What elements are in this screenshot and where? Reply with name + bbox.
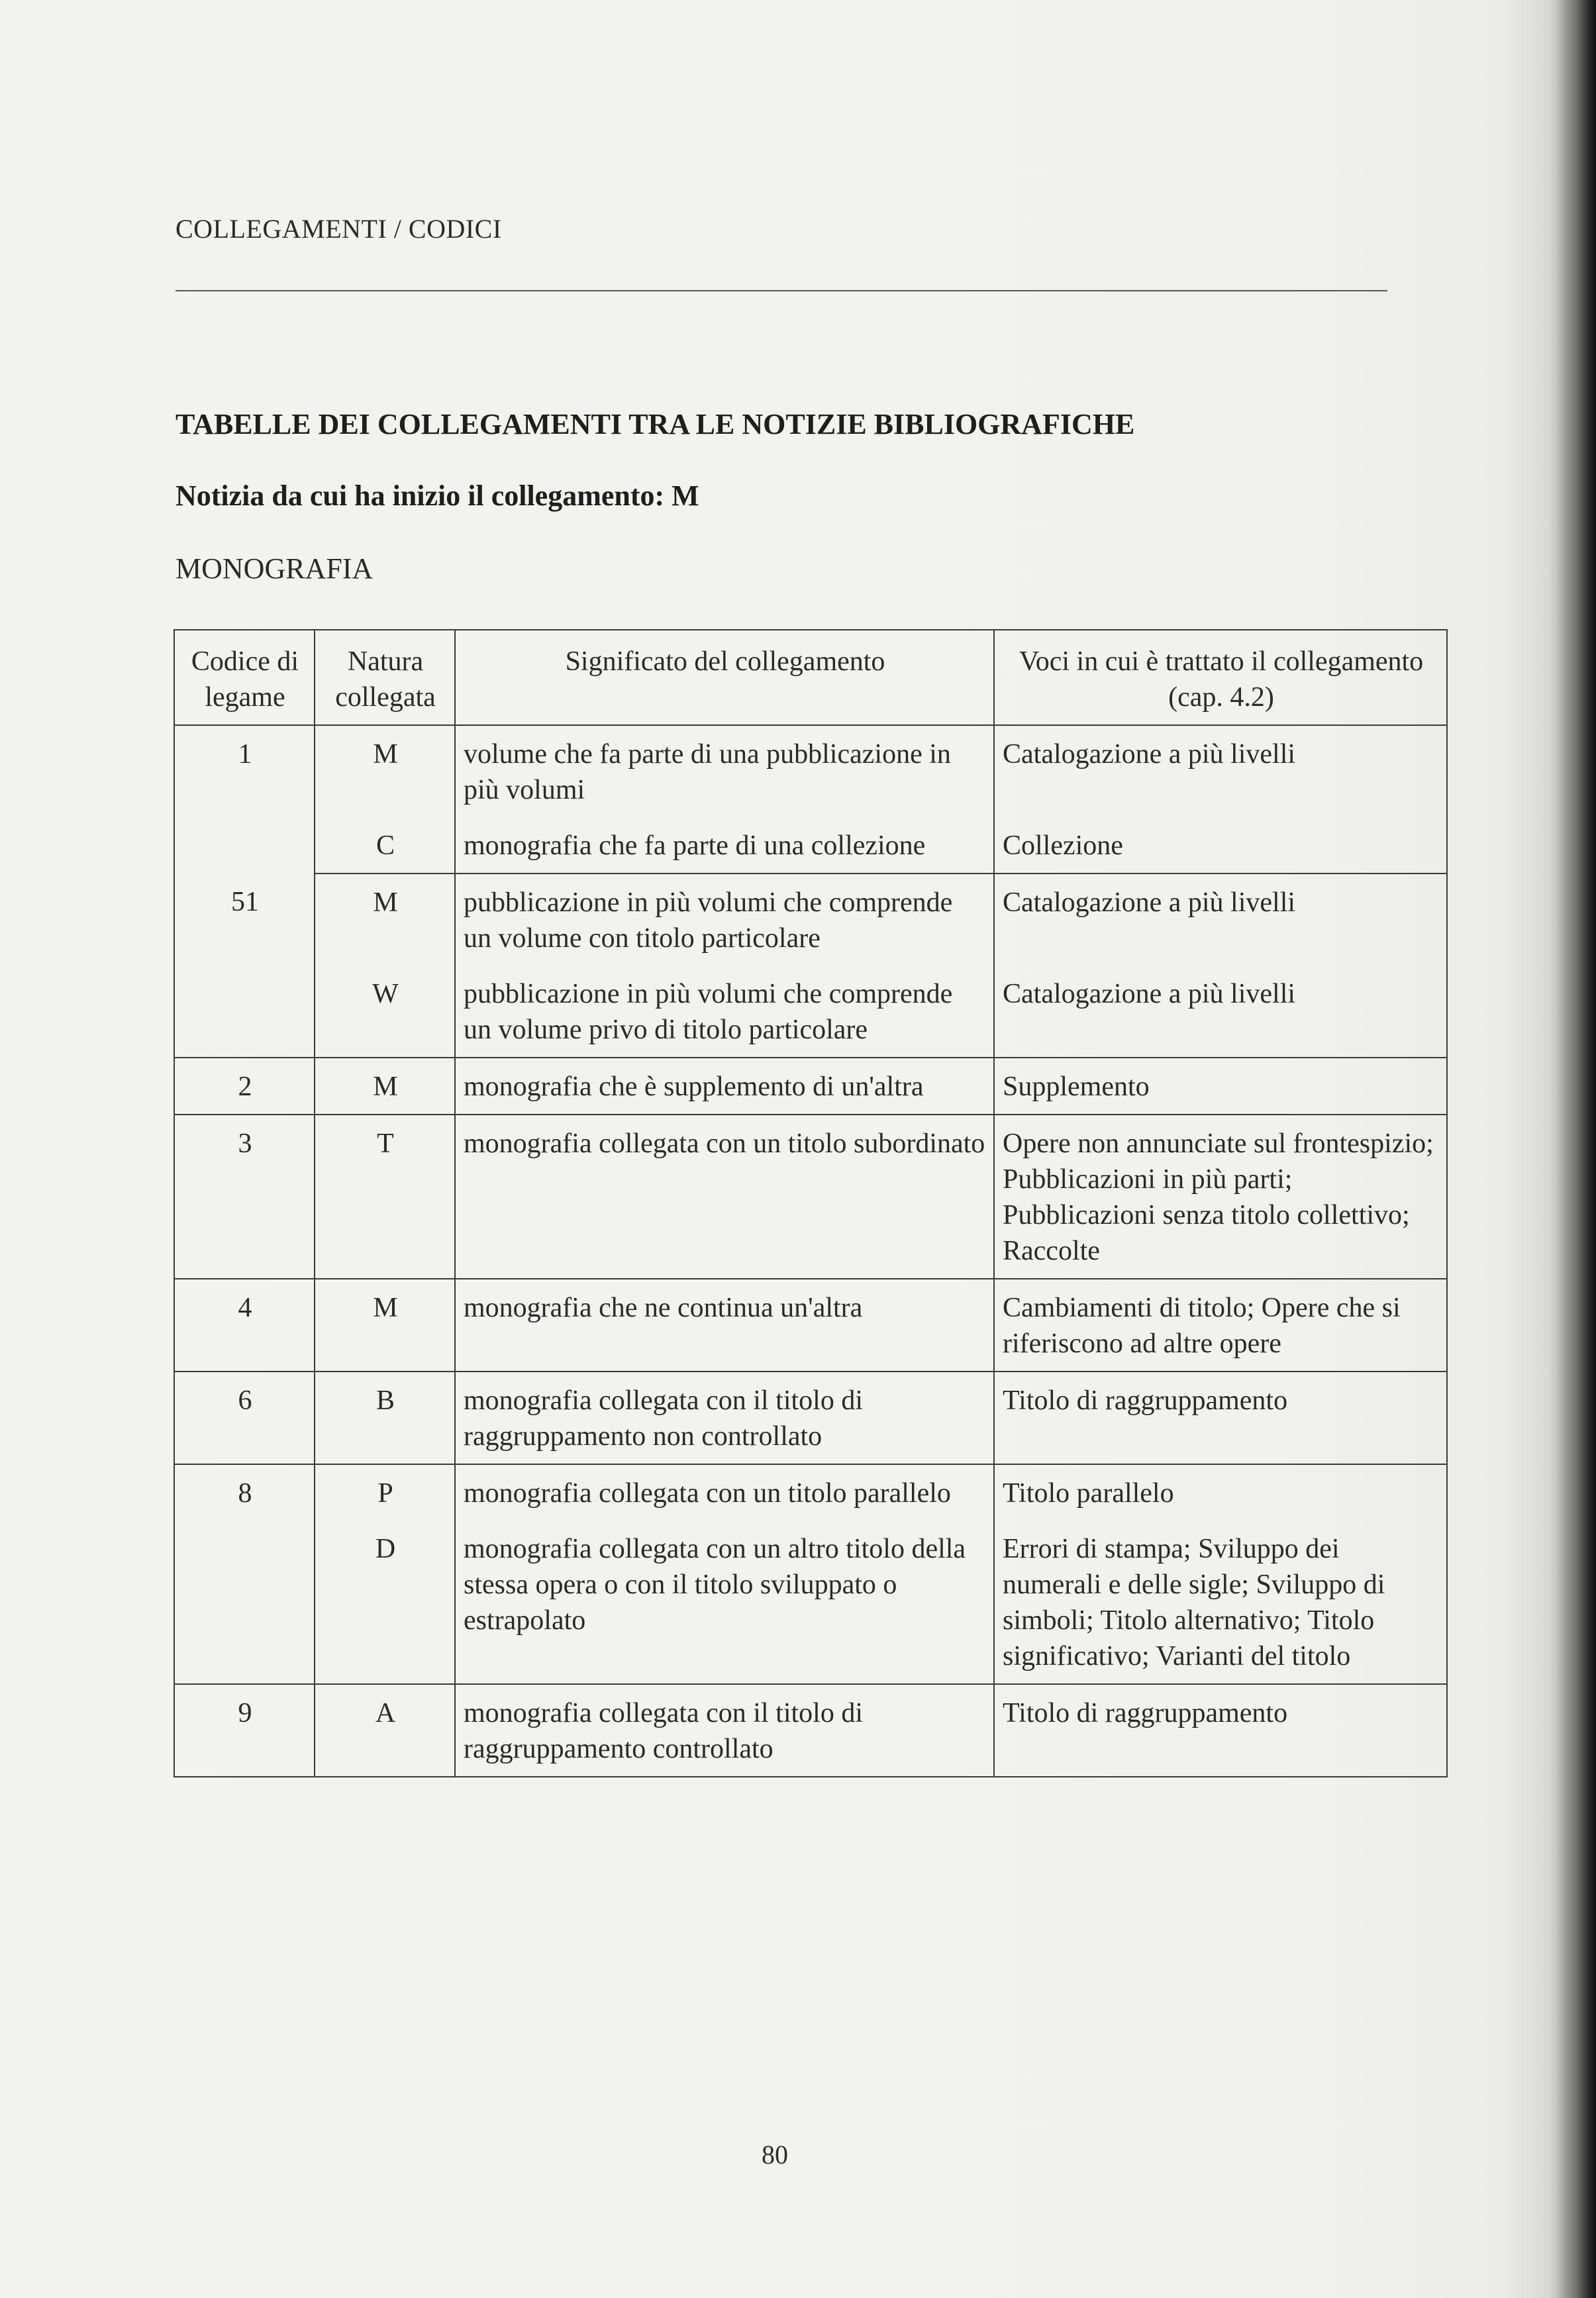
- cell-nature: B: [315, 1372, 455, 1464]
- cell-code: 8: [174, 1464, 315, 1521]
- cell-meaning: monografia che ne continua un'altra: [455, 1279, 994, 1372]
- cell-code: 1: [174, 725, 315, 817]
- running-head: COLLEGAMENTI / CODICI: [175, 214, 502, 244]
- cell-entries: Cambiamenti di titolo; Opere che si riferiscono ad altre opere: [994, 1279, 1447, 1372]
- cell-code: [174, 966, 315, 1058]
- cell-entries: Catalogazione a più livelli: [994, 966, 1447, 1058]
- table-row: [174, 1279, 1447, 1372]
- cell-nature: M: [315, 874, 455, 966]
- cell-nature: M: [315, 1058, 455, 1115]
- cell-meaning: monografia che fa parte di una collezione: [455, 817, 994, 874]
- table-row: [174, 874, 1447, 966]
- cell-code: 3: [174, 1115, 315, 1279]
- cell-entries: Supplemento: [994, 1058, 1447, 1115]
- links-table: [174, 629, 1448, 1777]
- section-label: MONOGRAFIA: [175, 552, 374, 585]
- cell-meaning: volume che fa parte di una pubblicazione in più volumi: [455, 725, 994, 817]
- page-title: TABELLE DEI COLLEGAMENTI TRA LE NOTIZIE BIBLIOGRAFICHE: [175, 408, 1135, 440]
- header-nature: Natura collegata: [315, 630, 455, 725]
- cell-nature: M: [315, 1279, 455, 1372]
- cell-nature: C: [315, 817, 455, 874]
- cell-meaning: monografia collegata con un altro titolo della stessa opera o con il titolo sviluppato o estrapolato: [455, 1521, 994, 1684]
- table-row: [174, 1684, 1447, 1777]
- table-row: [174, 1372, 1447, 1464]
- page-subtitle: Notizia da cui ha inizio il collegamento: M: [175, 479, 699, 512]
- table-row: [174, 725, 1447, 817]
- cell-nature: M: [315, 725, 455, 817]
- cell-code: 51: [174, 874, 315, 966]
- cell-meaning: pubblicazione in più volumi che comprende un volume privo di titolo particolare: [455, 966, 994, 1058]
- cell-entries: Titolo di raggruppamento: [994, 1372, 1447, 1464]
- cell-meaning: monografia collegata con un titolo parallelo: [455, 1464, 994, 1521]
- header-meaning: Significato del collegamento: [455, 630, 994, 725]
- cell-meaning: monografia collegata con il titolo di raggruppamento non controllato: [455, 1372, 994, 1464]
- cell-nature: D: [315, 1521, 455, 1684]
- table-row: [174, 966, 1447, 1058]
- cell-meaning: pubblicazione in più volumi che comprende un volume con titolo particolare: [455, 874, 994, 966]
- cell-code: [174, 1521, 315, 1684]
- cell-entries: Titolo di raggruppamento: [994, 1684, 1447, 1777]
- cell-nature: A: [315, 1684, 455, 1777]
- cell-entries: Opere non annunciate sul frontespizio; Pubblicazioni in più parti; Pubblicazioni senza titolo collettivo; Raccolte: [994, 1115, 1447, 1279]
- cell-nature: P: [315, 1464, 455, 1521]
- cell-code: 9: [174, 1684, 315, 1777]
- cell-entries: Catalogazione a più livelli: [994, 725, 1447, 817]
- table-row: [174, 1521, 1447, 1684]
- cell-nature: T: [315, 1115, 455, 1279]
- cell-code: [174, 817, 315, 874]
- cell-code: 4: [174, 1279, 315, 1372]
- cell-nature: W: [315, 966, 455, 1058]
- cell-code: 2: [174, 1058, 315, 1115]
- table-row: [174, 1464, 1447, 1521]
- header-code: Codice di legame: [174, 630, 315, 725]
- cell-code: 6: [174, 1372, 315, 1464]
- table-header-row: [174, 630, 1447, 725]
- table-row: [174, 817, 1447, 874]
- page-number: 80: [762, 2140, 788, 2170]
- binding-shadow: [1556, 0, 1596, 2298]
- header-rule: [175, 290, 1387, 291]
- cell-entries: Catalogazione a più livelli: [994, 874, 1447, 966]
- cell-entries: Titolo parallelo: [994, 1464, 1447, 1521]
- cell-entries: Collezione: [994, 817, 1447, 874]
- table-row: [174, 1115, 1447, 1279]
- cell-meaning: monografia collegata con un titolo subordinato: [455, 1115, 994, 1279]
- cell-entries: Errori di stampa; Sviluppo dei numerali e delle sigle; Sviluppo di simboli; Titolo alternativo; Titolo significativo; Varianti del titolo: [994, 1521, 1447, 1684]
- table-row: [174, 1058, 1447, 1115]
- cell-meaning: monografia collegata con il titolo di raggruppamento controllato: [455, 1684, 994, 1777]
- cell-meaning: monografia che è supplemento di un'altra: [455, 1058, 994, 1115]
- header-entries: Voci in cui è trattato il collegamento (cap. 4.2): [994, 630, 1447, 725]
